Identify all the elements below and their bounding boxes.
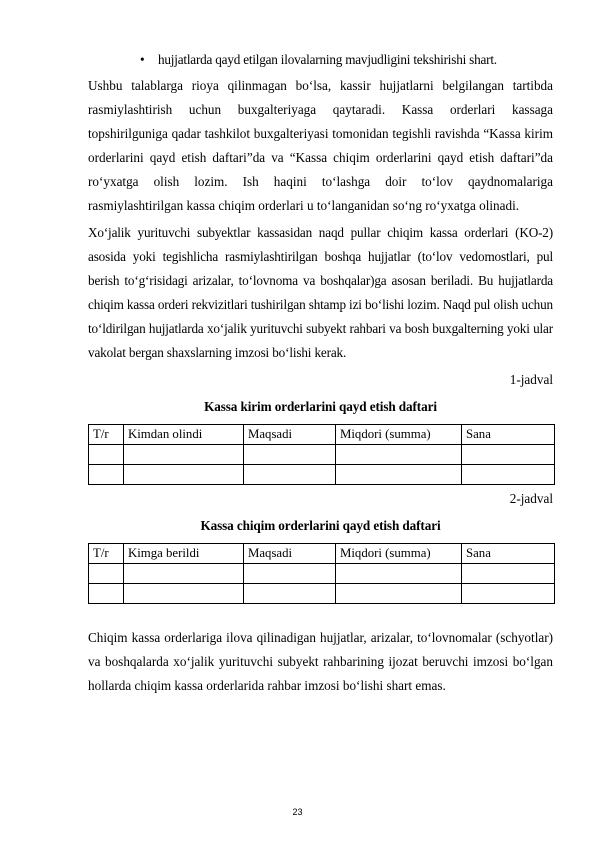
table-1-header-cell: Maqsadi (244, 425, 336, 445)
table-cell (89, 445, 124, 465)
table-2-title: Kassa chiqim orderlarini qayd etish daftari (200, 518, 441, 533)
bullet-icon: • (140, 52, 145, 67)
table-2-label: 2-jadval (509, 491, 553, 506)
table-cell (336, 445, 462, 465)
table-1 (88, 424, 555, 485)
table-row (89, 445, 555, 465)
table-cell (462, 564, 555, 584)
table-1-header-row (89, 425, 555, 445)
table-1-title: Kassa kirim orderlarini qayd etish daftari (204, 399, 437, 414)
paragraph-1: Ushbu talablarga rioya qilinmagan bo‘lsa, kassir hujjatlarni belgilangan tartibda rasmiylashtirish uchun buxgalteriyaga qaytaradi. Kassa orderlari kassaga topshirilguniga qadar tashkilot buxgalteriyasi tomonidan tegishli ravishda “Kassa kirim orderlarini qayd etish daftari”da va “Kassa chiqim orderlarini qayd etish daftari”da ro‘yxatga olish lozim. Ish haqini to‘lashga doir to‘lov qaydnomalariga rasmiylashtirilgan kassa chiqim orderlari u to‘langanidan so‘ng ro‘yxatga olinadi. (88, 78, 553, 213)
table-2-header-cell: Miqdori (summa) (336, 544, 462, 564)
table-2-header-cell: Kimga berildi (124, 544, 244, 564)
table-cell (124, 465, 244, 485)
paragraph-2: Xo‘jalik yurituvchi subyektlar kassasidan naqd pullar chiqim kassa orderlari (KO-2) asosida yoki tegishlicha rasmiylashtirilgan boshqa hujjatlar (to‘lov vedomostlari, pul berish to‘g‘risidagi arizalar, to‘lovnoma va boshqalar)ga asosan beriladi. Bu hujjatlarda chiqim kassa orderi rekvizitlari tushirilgan shtamp izi bo‘lishi lozim. Naqd pul olish uchun to‘ldirilgan hujjatlarda xo‘jalik yurituvchi subyekt rahbari va bosh buxgalterning yoki ular vakolat bergan shaxslarning imzosi bo‘lishi kerak. (88, 225, 553, 360)
table-2-header-cell: T/r (89, 544, 124, 564)
document-page (88, 48, 553, 701)
table-cell (336, 564, 462, 584)
table-cell (244, 584, 336, 604)
bullet-item (88, 48, 553, 72)
table-cell (89, 465, 124, 485)
table-cell (336, 465, 462, 485)
table-1-header-cell: T/r (89, 425, 124, 445)
table-cell (336, 584, 462, 604)
page-number: 23 (292, 807, 303, 817)
table-cell (89, 584, 124, 604)
table-cell (124, 445, 244, 465)
bullet-text: hujjatlarda qayd etilgan ilovalarning mavjudligini tekshirishi shart. (158, 52, 497, 67)
table-cell (89, 564, 124, 584)
table-1-header-cell: Kimdan olindi (124, 425, 244, 445)
table-2 (88, 543, 555, 604)
table-2-header-row (89, 544, 555, 564)
table-2-header-cell: Maqsadi (244, 544, 336, 564)
table-cell (244, 445, 336, 465)
table-row (89, 465, 555, 485)
table-1-header-cell: Sana (462, 425, 555, 445)
table-cell (462, 445, 555, 465)
table-1-label: 1-jadval (509, 372, 553, 387)
closing-paragraph: Chiqim kassa orderlariga ilova qilinadigan hujjatlar, arizalar, to‘lovnomalar (schyotlar) va boshqalarda xo‘jalik yurituvchi subyekt rahbarining ijozat beruvchi imzosi bo‘lgan hollarda chiqim kassa orderlarida rahbar imzosi bo‘lishi shart emas. (88, 630, 553, 693)
table-cell (124, 584, 244, 604)
table-cell (244, 465, 336, 485)
table-cell (124, 564, 244, 584)
table-row (89, 564, 555, 584)
table-cell (244, 564, 336, 584)
table-1-header-cell: Miqdori (summa) (336, 425, 462, 445)
table-2-header-cell: Sana (462, 544, 555, 564)
table-row (89, 584, 555, 604)
table-cell (462, 584, 555, 604)
table-cell (462, 465, 555, 485)
